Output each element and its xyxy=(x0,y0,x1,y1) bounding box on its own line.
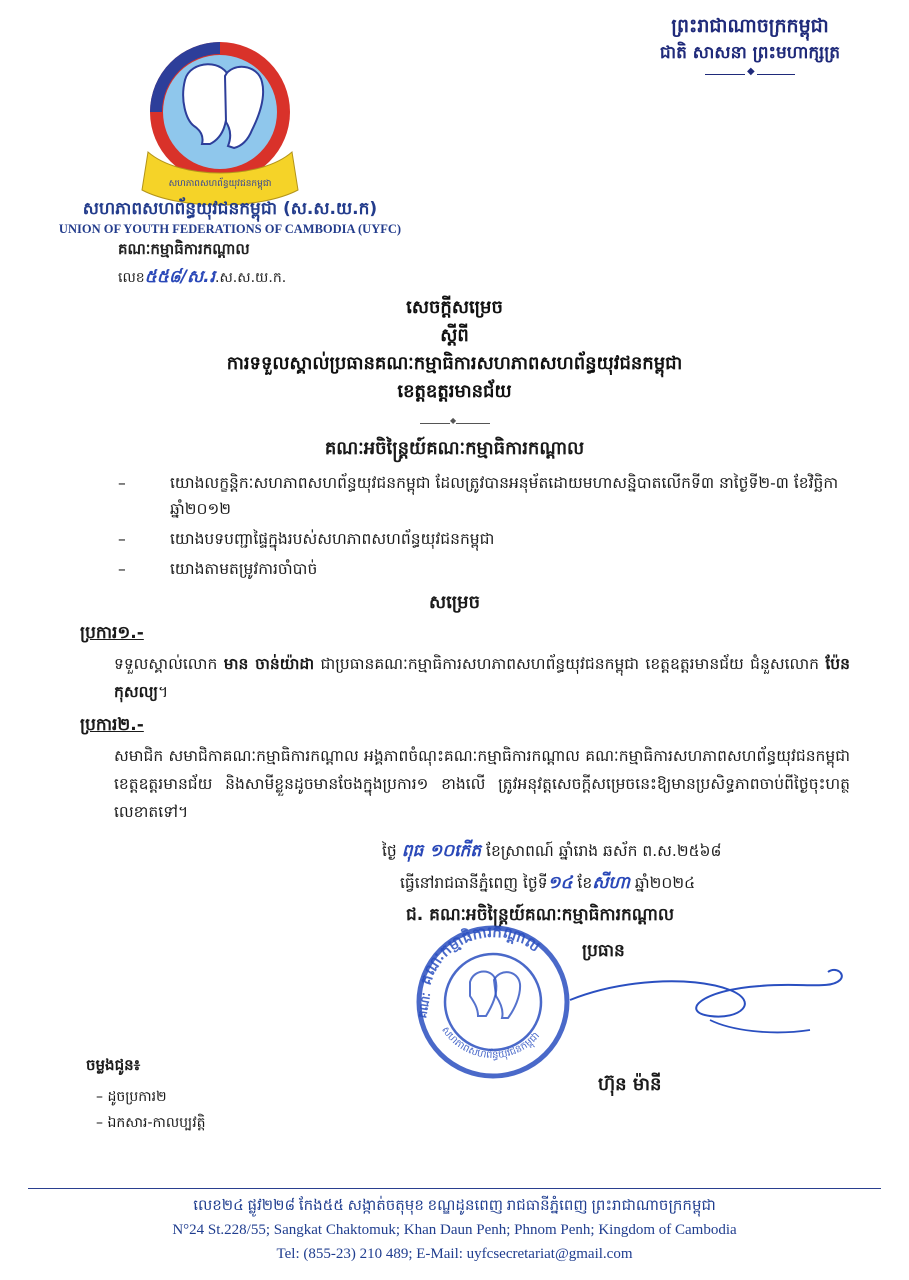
title-divider xyxy=(420,420,490,428)
article-1-label: ប្រការ១.- xyxy=(80,623,144,643)
stamp-text-left: គណៈ xyxy=(415,991,434,1020)
ref-label: លេខ xyxy=(118,270,145,286)
month-handwritten: សីហា xyxy=(592,873,630,893)
org-name-khmer: សហភាពសហព័ន្ធយុវជនកម្ពុជា (ស.ស.យ.ក) xyxy=(82,199,378,219)
title-line-3: ការទទួលស្គាល់ប្រធានគណៈកម្មាធិការសហភាពសហព័ន្ធយុវជនកម្ពុជា xyxy=(226,353,683,374)
consideration-item: – យោងលក្ខន្តិកៈសហភាពសហព័ន្ធយុវជនកម្ពុជា ដែលត្រូវបានអនុម័តដោយមហាសន្និបាតលើកទី៣ នាថ្ងៃទី២-៣ ខែវិច្ឆិកា ឆ្នាំ២០១២ xyxy=(118,474,839,518)
signatory-org: ជ. គណៈអចិន្ត្រៃយ៍គណៈកម្មាធិការកណ្តាល xyxy=(406,905,675,925)
kingdom-title: ព្រះរាជាណាចក្រកម្ពុជា xyxy=(671,15,829,37)
gregorian-date: ធ្វើនៅរាជធានីភ្នំពេញ ថ្ងៃទី១៤ ខែសីហា ឆ្នាំ២០២៤ xyxy=(400,873,696,893)
replaced-name: ប៉ែន កុសល្យ xyxy=(114,655,850,701)
logo-ribbon-text: សហភាពសហព័ន្ធយុវជនកម្ពុជា xyxy=(168,179,272,189)
reference-number xyxy=(118,266,286,291)
title-line-2: ស្តីពី xyxy=(440,325,469,346)
article-2-body: សមាជិក សមាជិកាគណៈកម្មាធិការកណ្តាល អង្គភាពចំណុះគណៈកម្មាធិការកណ្តាល គណៈកម្មាធិការសហភាពសហព័ន្ធយុវជនកម្ពុជា ខេត្តឧត្តរមានជ័យ និងសាមីខ្លួនដូចមានចែងក្នុងប្រការ១ ខាងលើ ត្រូវអនុវត្តសេចក្តីសម្រេចនេះឱ្យមានប្រសិទ្ធភាពចាប់ពីថ្ងៃចុះហត្ថលេខាតទៅ។ xyxy=(114,747,850,821)
signatory-name: ហ៊ុន ម៉ានី xyxy=(598,1074,662,1095)
stamp-text-top: គណៈកម្មាធិការកណ្តាល xyxy=(416,922,544,988)
article-1-body: ទទួលស្គាល់លោក មាន ចាន់យ៉ាដា ជាប្រធានគណៈកម្មាធិការសហភាពសហព័ន្ធយុវជនកម្ពុជា ខេត្តឧត្តរមានជ័យ ជំនួសលោក ប៉ែន កុសល្យ។ xyxy=(114,655,850,701)
handwritten-signature xyxy=(560,950,860,1060)
council-heading: គណៈអចិន្ត្រៃយ៍គណៈកម្មាធិការកណ្តាល xyxy=(324,438,585,459)
cc-title: ចម្លងជូន៖ xyxy=(86,1056,141,1074)
cc-item: – ឯកសារ-កាលប្បវត្តិ xyxy=(96,1115,206,1131)
footer-divider xyxy=(28,1188,881,1189)
lunar-date-handwritten: ពុធ ១០កើត xyxy=(401,841,482,861)
ref-suffix: .ស.ស.យ.ក. xyxy=(215,270,287,286)
official-stamp xyxy=(408,922,578,1082)
org-name-english: UNION OF YOUTH FEDERATIONS OF CAMBODIA (UYFC) xyxy=(58,222,402,236)
consideration-item: – យោងតាមតម្រូវការចាំបាច់ xyxy=(118,560,318,578)
ornament-divider xyxy=(705,70,795,80)
document-title xyxy=(0,294,909,406)
article-2-label: ប្រការ២.- xyxy=(80,715,144,735)
ref-number-handwritten: ៥៥៨/ស.រ xyxy=(144,267,216,287)
footer-address-khmer: លេខ២៤ ផ្លូវ២២៨ កែង៥៥ សង្កាត់ចតុមុខ ខណ្ឌដូនពេញ រាជធានីភ្នំពេញ ព្រះរាជាណាចក្រកម្ពុជា xyxy=(193,1198,716,1214)
day-handwritten: ១៤ xyxy=(547,873,573,893)
stamp-text-bottom: សហភាពសហព័ន្ធយុវជនកម្ពុជា xyxy=(439,1024,542,1062)
footer xyxy=(0,1194,909,1266)
committee-name: គណៈកម្មាធិការកណ្តាល xyxy=(118,240,250,258)
title-line-1: សេចក្តីសម្រេច xyxy=(406,297,503,318)
footer-address-english: N°24 St.228/55; Sangkat Chaktomuk; Khan Daun Penh; Phnom Penh; Kingdom of Cambodia xyxy=(172,1222,737,1238)
decision-heading: សម្រេច xyxy=(428,592,481,613)
title-line-4: ខេត្តឧត្តរមានជ័យ xyxy=(397,381,512,402)
lunar-date: ថ្ងៃ ពុធ ១០កើត ខែស្រាពណ៍ ឆ្នាំរោង ឆស័ក ព.ស.២៥៦៨ xyxy=(382,841,722,861)
uyfc-logo xyxy=(130,40,310,210)
appointee-name: មាន ចាន់យ៉ាដា xyxy=(223,655,315,673)
kingdom-header xyxy=(600,12,900,80)
cc-list xyxy=(96,1084,206,1136)
consideration-item: – យោងបទបញ្ជាផ្ទៃក្នុងរបស់សហភាពសហព័ន្ធយុវជនកម្ពុជា xyxy=(118,530,495,548)
signatory-role: ប្រធាន xyxy=(582,941,625,961)
kingdom-motto: ជាតិ សាសនា ព្រះមហាក្សត្រ xyxy=(659,43,841,63)
cc-item: – ដូចប្រការ២ xyxy=(96,1089,167,1105)
considerations-list xyxy=(118,470,858,586)
footer-contact: Tel: (855-23) 210 489; E-Mail: uyfcsecretariat@gmail.com xyxy=(276,1246,633,1262)
